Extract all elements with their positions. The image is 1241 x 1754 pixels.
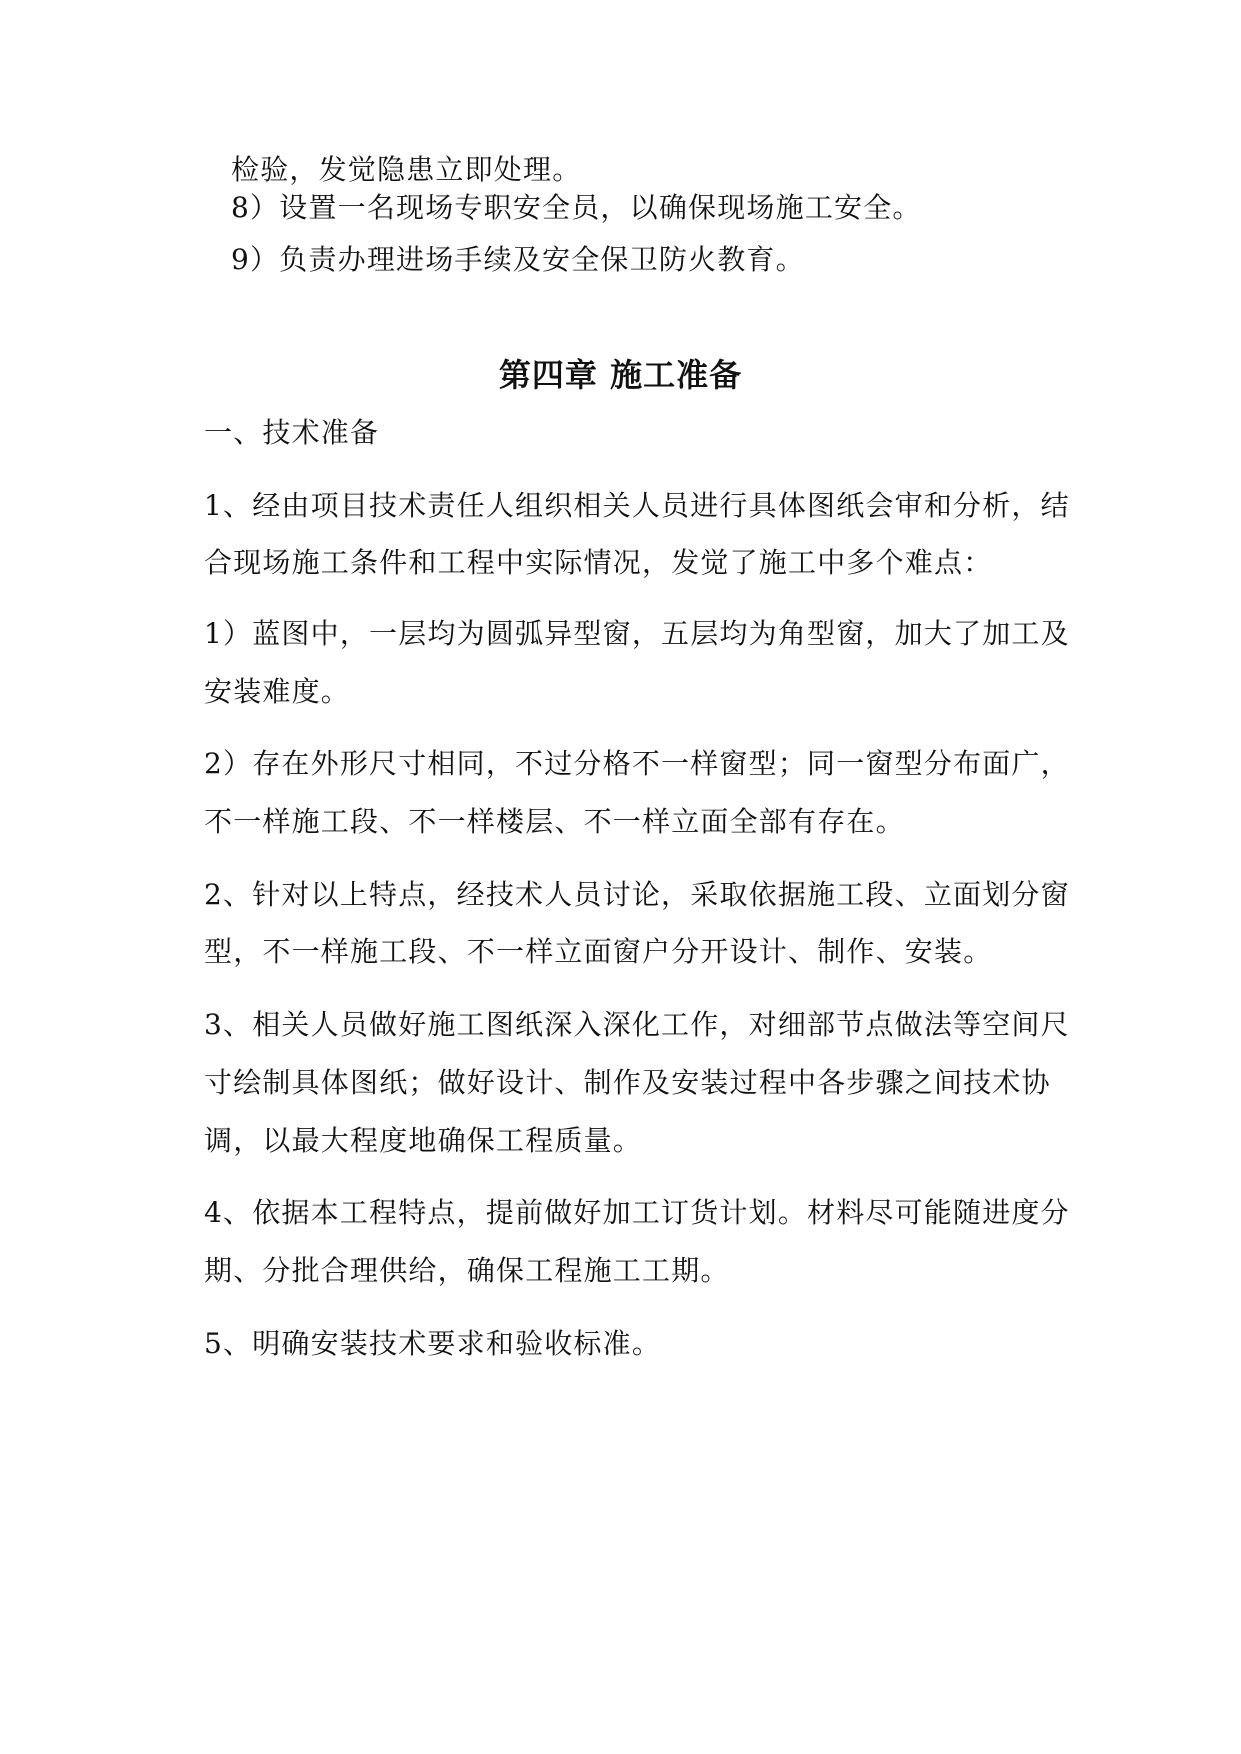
paragraph-2-line-1: 1）蓝图中，一层均为圆弧异型窗，五层均为角型窗，加大了加工及 <box>204 617 1070 650</box>
paragraph-5-line-1: 3、相关人员做好施工图纸深入深化工作，对细部节点做法等空间尺 <box>204 1008 1070 1041</box>
paragraph-6-line-1: 4、依据本工程特点，提前做好加工订货计划。材料尽可能随进度分 <box>204 1196 1070 1229</box>
body-text-line: 检验，发觉隐患立即处理。 <box>231 153 582 186</box>
paragraph-1-line-2: 合现场施工条件和工程中实际情况，发觉了施工中多个难点： <box>204 546 993 579</box>
paragraph-7-line-1: 5、明确安装技术要求和验收标准。 <box>204 1327 662 1360</box>
paragraph-4-line-2: 型，不一样施工段、不一样立面窗户分开设计、制作、安装。 <box>204 935 993 968</box>
paragraph-5-line-3: 调，以最大程度地确保工程质量。 <box>204 1124 643 1157</box>
list-item-9: 9）负责办理进场手续及安全保卫防火教育。 <box>231 243 805 276</box>
paragraph-2-line-2: 安装难度。 <box>204 675 351 708</box>
paragraph-1-line-1: 1、经由项目技术责任人组织相关人员进行具体图纸会审和分析，结 <box>204 489 1070 522</box>
chapter-title: 第四章 施工准备 <box>498 356 743 394</box>
paragraph-5-line-2: 寸绘制具体图纸；做好设计、制作及安装过程中各步骤之间技术协 <box>204 1066 1051 1099</box>
section-title: 一、技术准备 <box>204 416 380 449</box>
paragraph-4-line-1: 2、针对以上特点，经技术人员讨论，采取依据施工段、立面划分窗 <box>204 878 1070 911</box>
list-item-8: 8）设置一名现场专职安全员，以确保现场施工安全。 <box>231 191 922 224</box>
paragraph-6-line-2: 期、分批合理供给，确保工程施工工期。 <box>204 1254 730 1287</box>
paragraph-3-line-2: 不一样施工段、不一样楼层、不一样立面全部有存在。 <box>204 805 905 838</box>
paragraph-3-line-1: 2）存在外形尺寸相同，不过分格不一样窗型；同一窗型分布面广， <box>204 747 1070 780</box>
